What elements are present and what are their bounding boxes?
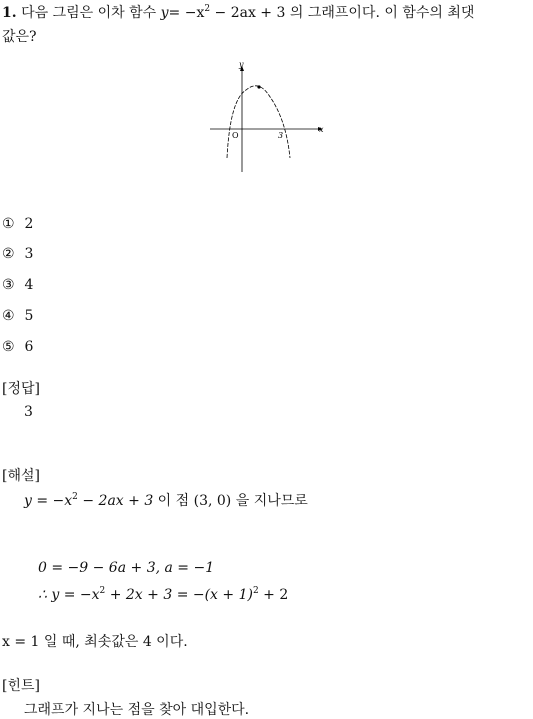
x-axis-label: x <box>319 125 324 134</box>
question-text-before: 다음 그림은 이차 함수 <box>21 5 157 21</box>
hint-text: 그래프가 지나는 점을 찾아 대입한다. <box>24 702 250 718</box>
x-tick-label: 3 <box>278 131 284 140</box>
y-axis-label: y <box>239 60 244 69</box>
choice-1[interactable]: ① 2 <box>2 216 34 232</box>
choice-5[interactable]: ⑤ 6 <box>2 339 34 355</box>
explanation-line3: ∴ $y = -x^2 + 2x + 3 = -(x + 1)^2 + 2$ <box>38 586 289 603</box>
explanation-line2: 0 = −9 − 6a + 3, a = −1 <box>38 560 215 576</box>
explanation-heading: [해설] <box>2 468 40 484</box>
explanation-line1: $y = -x^2 - 2ax + 3$ 이 점 (3, 0) 을 지나므로 <box>24 492 308 509</box>
choice-2[interactable]: ② 3 <box>2 246 34 262</box>
parabola-graph <box>206 58 330 174</box>
choice-4[interactable]: ④ 5 <box>2 308 34 324</box>
hint-heading: [힌트] <box>2 678 40 694</box>
question-function: $y= -x^2 - 2ax + 3$ <box>160 4 286 21</box>
choice-3[interactable]: ③ 4 <box>2 277 34 293</box>
question-line1 <box>2 2 474 22</box>
origin-label: O <box>232 131 239 140</box>
explanation-conclusion: x = 1 일 때, 최솟값은 4 이다. <box>2 634 188 650</box>
vertex-point <box>257 85 260 88</box>
parabola-curve <box>227 86 290 158</box>
question-text-after: 의 그래프이다. 이 함수의 최댓 <box>289 5 475 21</box>
answer-value: 3 <box>24 404 33 420</box>
answer-heading: [정답] <box>2 381 40 397</box>
question-line2: 값은? <box>2 29 37 45</box>
question-number: 1. <box>2 5 17 21</box>
